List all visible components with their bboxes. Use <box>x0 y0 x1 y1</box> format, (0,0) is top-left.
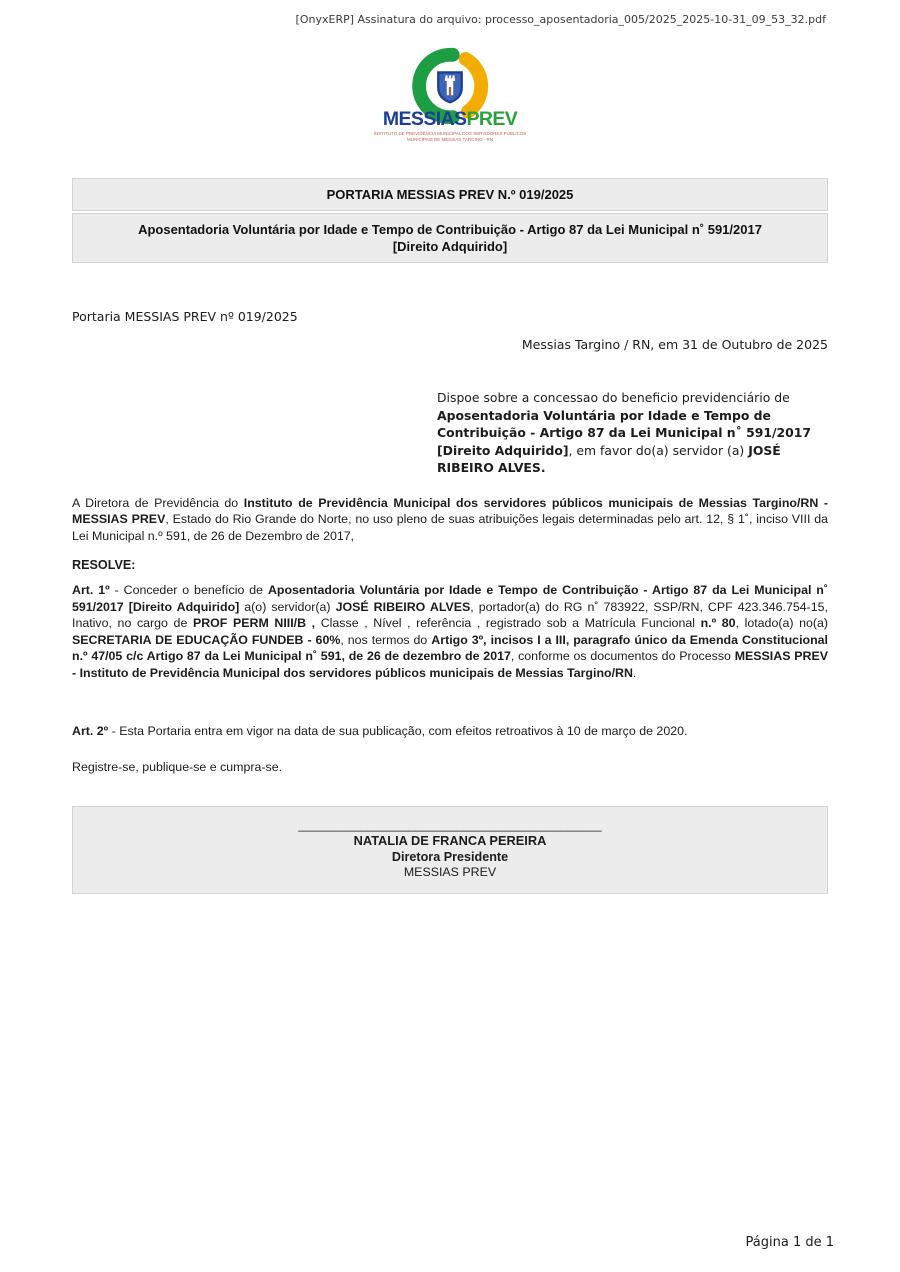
wordmark-messias: MESSIAS <box>382 108 467 130</box>
preamble-paragraph: A Diretora de Previdência do Instituto de Previdência Municipal dos servidores públicos municipais de Messias Targino/RN - MESSIAS PREV, Estado do Rio Grande do Norte, no uso pleno de suas atribuições legais determinadas pelo art. 12, § 1˚, inciso VIII da Lei Municipal n.º 591, de 26 de Dezembro de 2017, <box>72 495 828 543</box>
portaria-reference-line: Portaria MESSIAS PREV nº 019/2025 <box>72 309 298 325</box>
swirl-yellow-arc <box>466 59 482 112</box>
signature-box <box>72 806 828 894</box>
logo-subtext <box>216 131 684 142</box>
logo-subtext-line2: MUNICIPAIS DE MESSIAS TARGINO - RN <box>407 136 493 142</box>
portaria-title-box: PORTARIA MESSIAS PREV N.º 019/2025 <box>72 178 828 211</box>
file-header: [OnyxERP] Assinatura do arquivo: processo_aposentadoria_005/2025_2025-10-31_09_53_32.pdf <box>295 13 826 26</box>
document-body <box>72 309 828 773</box>
portaria-subtitle-box: Aposentadoria Voluntária por Idade e Tempo de Contribuição - Artigo 87 da Lei Municipal n˚ 591/2017 [Direito Adquirido] <box>72 213 828 263</box>
signatory-name: NATALIA DE FRANCA PEREIRA <box>353 832 547 848</box>
closing-line: Registre-se, publique-se e cumpra-se. <box>72 759 283 774</box>
signatory-org: MESSIAS PREV <box>403 864 497 879</box>
resolve-heading: RESOLVE: <box>72 558 136 572</box>
page-number: Página 1 de 1 <box>745 1235 834 1250</box>
summary-paragraph: Dispoe sobre a concessao do beneficio previdenciário de Aposentadoria Voluntária por Idade e Tempo de Contribuição - Artigo 87 da Lei Municipal n˚ 591/2017 [Direito Adquirido], em favor do(a) servidor (a) JOSÉ RIBEIRO ALVES. <box>437 390 811 476</box>
signature-line: ____________________________________________ <box>298 817 602 832</box>
messiasprev-logo <box>0 40 900 152</box>
article-1-paragraph: Art. 1º - Conceder o benefício de Aposentadoria Voluntária por Idade e Tempo de Contribuição - Artigo 87 da Lei Municipal n˚ 591/2017 [Direito Adquirido] a(o) servidor(a) JOSÉ RIBEIRO ALVES, portador(a) do RG n˚ 783922, SSP/RN, CPF 423.346.754-15, Inativo, no cargo de PROF PERM NIII/B , Classe , Nível , referência , registrado sob a Matrícula Funcional n.º 80, lotado(a) no(a) SECRETARIA DE EDUCAÇÃO FUNDEB - 60%, nos termos do Artigo 3º, incisos I a III, paragrafo único da Emenda Constitucional n.º 47/05 c/c Artigo 87 da Lei Municipal n˚ 591, de 26 de dezembro de 2017, conforme os documentos do Processo MESSIAS PREV - Instituto de Previdência Municipal dos servidores públicos municipais de Messias Targino/RN. <box>72 583 829 680</box>
signatory-role: Diretora Presidente <box>391 849 509 864</box>
logo-wordmark <box>0 108 900 131</box>
article-2-paragraph: Art. 2º - Esta Portaria entra em vigor na data de sua publicação, com efeitos retroativos à 10 de março de 2020. <box>72 724 688 738</box>
wordmark-prev: PREV <box>466 108 518 130</box>
place-date-line: Messias Targino / RN, em 31 de Outubro de 2025 <box>521 337 828 353</box>
logo-subtext-line1: INSTITUTO DE PREVIDÊNCIA MUNICIPAL DOS SERVIDORES PÚBLICOS <box>373 131 527 137</box>
